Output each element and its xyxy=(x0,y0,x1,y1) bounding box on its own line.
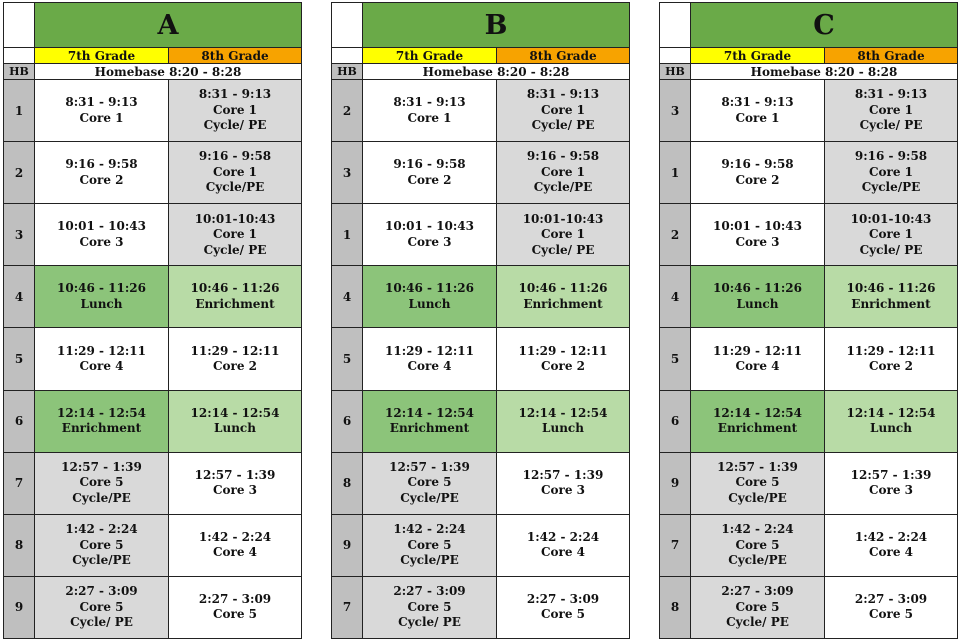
period-time: 1:42 - 2:24 xyxy=(65,522,138,537)
grade-7-period-cell xyxy=(363,390,497,452)
period-number: 7 xyxy=(332,576,363,638)
period-number: 2 xyxy=(660,204,691,266)
grade-7-period-cell xyxy=(363,452,497,514)
period-time: 11:29 - 12:11 xyxy=(846,343,936,358)
period-time: 10:01-10:43 xyxy=(522,211,604,226)
period-activity: Core 2 xyxy=(79,172,124,187)
grade-7-period-cell xyxy=(363,576,497,638)
period-row xyxy=(660,328,958,390)
period-activity: Core 5 xyxy=(407,537,452,552)
period-activity: Core 4 xyxy=(407,359,452,374)
grade-8-period-cell xyxy=(497,514,630,576)
grade-7-period-cell xyxy=(363,514,497,576)
period-time: 9:16 - 9:58 xyxy=(393,157,466,172)
period-activity: Core 1 xyxy=(735,110,780,125)
homebase-time: Homebase 8:20 - 8:28 xyxy=(35,64,302,80)
period-row xyxy=(660,452,958,514)
period-activity: Cycle/PE xyxy=(205,180,265,195)
period-time: 10:46 - 11:26 xyxy=(385,281,474,296)
period-time: 9:16 - 9:58 xyxy=(526,149,600,164)
period-row xyxy=(660,142,958,204)
period-number: 2 xyxy=(4,142,35,204)
period-activity: Enrichment xyxy=(851,296,931,311)
hb-label: HB xyxy=(660,64,691,80)
grade-8-period-cell xyxy=(497,328,630,390)
period-row xyxy=(660,204,958,266)
period-row xyxy=(332,204,630,266)
period-row xyxy=(332,328,630,390)
period-number: 3 xyxy=(4,204,35,266)
period-activity: Core 5 xyxy=(407,475,452,490)
period-time: 1:42 - 2:24 xyxy=(721,522,794,537)
period-time: 12:14 - 12:54 xyxy=(846,405,936,420)
period-time: 8:31 - 9:13 xyxy=(65,95,138,110)
period-number: 3 xyxy=(332,142,363,204)
period-activity: Cycle/PE xyxy=(728,553,787,568)
period-row xyxy=(332,142,630,204)
period-activity: Enrichment xyxy=(195,296,275,311)
period-row xyxy=(4,328,302,390)
period-time: 1:42 - 2:24 xyxy=(198,529,272,544)
period-time: 1:42 - 2:24 xyxy=(393,522,466,537)
period-activity: Core 1 xyxy=(212,164,258,179)
period-row xyxy=(660,266,958,328)
period-activity: Core 4 xyxy=(868,545,914,560)
grade-7-period-cell xyxy=(35,514,169,576)
grade-7-period-cell xyxy=(691,204,825,266)
letter-row xyxy=(4,3,302,48)
grade-8-period-cell xyxy=(825,514,958,576)
period-activity: Lunch xyxy=(214,421,256,436)
period-row xyxy=(4,80,302,142)
period-time: 8:31 - 9:13 xyxy=(198,87,272,102)
period-activity: Cycle/ PE xyxy=(859,118,923,133)
grade-8-period-cell xyxy=(169,328,302,390)
period-time: 11:29 - 12:11 xyxy=(713,343,802,358)
grade-8-period-cell xyxy=(169,266,302,328)
letter-row xyxy=(332,3,630,48)
period-time: 10:46 - 11:26 xyxy=(190,281,280,296)
grade-7-period-cell xyxy=(691,80,825,142)
period-number: 7 xyxy=(4,452,35,514)
period-activity: Lunch xyxy=(736,296,779,311)
grade-8-period-cell xyxy=(825,576,958,638)
period-time: 8:31 - 9:13 xyxy=(721,95,794,110)
period-time: 10:46 - 11:26 xyxy=(518,281,608,296)
grade-7-period-cell xyxy=(363,142,497,204)
period-activity: Enrichment xyxy=(389,421,470,436)
period-row xyxy=(660,514,958,576)
period-time: 1:42 - 2:24 xyxy=(854,529,928,544)
period-number: 4 xyxy=(332,266,363,328)
period-time: 2:27 - 3:09 xyxy=(198,591,272,606)
period-time: 2:27 - 3:09 xyxy=(65,584,138,599)
homebase-time: Homebase 8:20 - 8:28 xyxy=(363,64,630,80)
grade-7-period-cell xyxy=(35,80,169,142)
grade-7-period-cell xyxy=(691,390,825,452)
period-activity: Core 5 xyxy=(735,599,780,614)
period-row xyxy=(332,266,630,328)
corner-cell xyxy=(332,3,363,48)
grade-7-period-cell xyxy=(35,204,169,266)
period-activity: Cycle/ PE xyxy=(398,615,461,630)
period-row xyxy=(332,514,630,576)
period-activity: Core 4 xyxy=(540,545,586,560)
period-number: 1 xyxy=(332,204,363,266)
period-number: 6 xyxy=(332,390,363,452)
grade-8-header: 8th Grade xyxy=(497,48,630,64)
grade-8-period-cell xyxy=(825,266,958,328)
period-activity: Core 1 xyxy=(868,102,914,117)
period-activity: Core 5 xyxy=(79,475,124,490)
period-number: 9 xyxy=(332,514,363,576)
homebase-row xyxy=(660,64,958,80)
period-time: 2:27 - 3:09 xyxy=(721,584,794,599)
period-time: 12:57 - 1:39 xyxy=(194,467,276,482)
period-time: 8:31 - 9:13 xyxy=(854,87,928,102)
period-activity: Core 3 xyxy=(868,483,914,498)
period-activity: Core 3 xyxy=(735,234,780,249)
period-number: 8 xyxy=(660,576,691,638)
period-number: 1 xyxy=(660,142,691,204)
period-time: 10:46 - 11:26 xyxy=(57,281,146,296)
period-activity: Cycle/PE xyxy=(861,180,921,195)
period-activity: Enrichment xyxy=(717,421,798,436)
homebase-row xyxy=(332,64,630,80)
period-activity: Lunch xyxy=(408,296,451,311)
period-number: 5 xyxy=(660,328,691,390)
period-row xyxy=(660,390,958,452)
period-number: 4 xyxy=(4,266,35,328)
period-activity: Core 2 xyxy=(212,359,258,374)
period-activity: Core 1 xyxy=(868,164,914,179)
corner-cell xyxy=(660,3,691,48)
period-activity: Core 1 xyxy=(540,164,586,179)
period-time: 11:29 - 12:11 xyxy=(190,343,280,358)
period-number: 6 xyxy=(4,390,35,452)
period-activity: Core 1 xyxy=(79,110,124,125)
grade-8-period-cell xyxy=(497,576,630,638)
period-activity: Core 3 xyxy=(540,483,586,498)
period-activity: Core 1 xyxy=(540,227,586,242)
grade-8-period-cell xyxy=(169,576,302,638)
period-time: 10:01 - 10:43 xyxy=(713,219,802,234)
period-activity: Core 3 xyxy=(79,234,124,249)
period-number: 4 xyxy=(660,266,691,328)
period-time: 12:14 - 12:54 xyxy=(190,405,280,420)
grade-8-period-cell xyxy=(497,142,630,204)
period-activity: Enrichment xyxy=(61,421,142,436)
schedule-a xyxy=(3,2,302,639)
period-activity: Cycle/PE xyxy=(400,490,459,505)
period-time: 1:42 - 2:24 xyxy=(526,529,600,544)
period-activity: Core 2 xyxy=(540,359,586,374)
grade-8-period-cell xyxy=(169,80,302,142)
corner-cell xyxy=(660,48,691,64)
corner-cell xyxy=(4,48,35,64)
period-time: 11:29 - 12:11 xyxy=(57,343,146,358)
period-activity: Enrichment xyxy=(523,296,603,311)
period-row xyxy=(4,514,302,576)
grade-8-period-cell xyxy=(825,328,958,390)
period-number: 7 xyxy=(660,514,691,576)
period-row xyxy=(332,390,630,452)
grade-7-period-cell xyxy=(363,328,497,390)
period-row xyxy=(660,80,958,142)
period-number: 8 xyxy=(332,452,363,514)
period-time: 2:27 - 3:09 xyxy=(854,591,928,606)
grade-7-period-cell xyxy=(363,80,497,142)
period-time: 10:01-10:43 xyxy=(194,211,276,226)
period-number: 2 xyxy=(332,80,363,142)
grade-7-period-cell xyxy=(691,576,825,638)
grade-row xyxy=(660,48,958,64)
grade-8-period-cell xyxy=(825,142,958,204)
grade-8-period-cell xyxy=(825,390,958,452)
period-activity: Core 5 xyxy=(540,607,586,622)
period-row xyxy=(4,452,302,514)
homebase-row xyxy=(4,64,302,80)
grade-8-header: 8th Grade xyxy=(169,48,302,64)
grade-7-period-cell xyxy=(363,266,497,328)
period-time: 10:01 - 10:43 xyxy=(385,219,474,234)
grade-8-period-cell xyxy=(497,204,630,266)
day-letter: B xyxy=(363,3,630,48)
period-time: 10:01-10:43 xyxy=(850,211,932,226)
period-time: 10:46 - 11:26 xyxy=(713,281,802,296)
period-time: 11:29 - 12:11 xyxy=(518,343,608,358)
period-row xyxy=(332,452,630,514)
period-activity: Core 3 xyxy=(407,234,452,249)
period-number: 3 xyxy=(660,80,691,142)
period-time: 10:01 - 10:43 xyxy=(57,219,146,234)
period-activity: Core 5 xyxy=(212,607,258,622)
period-activity: Cycle/PE xyxy=(72,553,131,568)
grade-8-period-cell xyxy=(169,204,302,266)
hb-label: HB xyxy=(332,64,363,80)
period-time: 12:57 - 1:39 xyxy=(61,459,142,474)
letter-row xyxy=(660,3,958,48)
grade-7-period-cell xyxy=(691,266,825,328)
period-activity: Core 3 xyxy=(212,483,258,498)
period-activity: Cycle/ PE xyxy=(203,242,267,257)
period-number: 5 xyxy=(332,328,363,390)
grade-8-period-cell xyxy=(497,266,630,328)
corner-cell xyxy=(332,48,363,64)
period-time: 9:16 - 9:58 xyxy=(198,149,272,164)
period-time: 8:31 - 9:13 xyxy=(393,95,466,110)
period-activity: Core 5 xyxy=(868,607,914,622)
grade-7-header: 7th Grade xyxy=(691,48,825,64)
period-time: 12:57 - 1:39 xyxy=(850,467,932,482)
period-activity: Core 2 xyxy=(735,172,780,187)
grade-7-period-cell xyxy=(35,328,169,390)
grade-8-period-cell xyxy=(169,142,302,204)
grade-8-period-cell xyxy=(825,204,958,266)
period-activity: Core 1 xyxy=(212,227,258,242)
day-letter: C xyxy=(691,3,958,48)
period-time: 2:27 - 3:09 xyxy=(393,584,466,599)
period-time: 9:16 - 9:58 xyxy=(854,149,928,164)
period-activity: Cycle/PE xyxy=(728,490,787,505)
homebase-time: Homebase 8:20 - 8:28 xyxy=(691,64,958,80)
period-number: 5 xyxy=(4,328,35,390)
period-activity: Cycle/PE xyxy=(533,180,593,195)
hb-label: HB xyxy=(4,64,35,80)
period-activity: Lunch xyxy=(80,296,123,311)
period-number: 6 xyxy=(660,390,691,452)
period-time: 10:46 - 11:26 xyxy=(846,281,936,296)
period-time: 12:57 - 1:39 xyxy=(389,459,470,474)
period-activity: Core 1 xyxy=(868,227,914,242)
period-activity: Core 1 xyxy=(540,102,586,117)
grade-8-period-cell xyxy=(497,390,630,452)
period-activity: Core 5 xyxy=(79,537,124,552)
grade-8-header: 8th Grade xyxy=(825,48,958,64)
grade-7-period-cell xyxy=(35,266,169,328)
grade-8-period-cell xyxy=(825,80,958,142)
period-row xyxy=(332,576,630,638)
period-time: 12:14 - 12:54 xyxy=(385,405,474,420)
period-time: 2:27 - 3:09 xyxy=(526,591,600,606)
period-activity: Cycle/ PE xyxy=(531,118,595,133)
period-activity: Core 5 xyxy=(735,475,780,490)
grade-7-header: 7th Grade xyxy=(363,48,497,64)
period-activity: Cycle/ PE xyxy=(726,615,789,630)
grade-8-period-cell xyxy=(169,390,302,452)
grade-8-period-cell xyxy=(497,452,630,514)
period-activity: Core 5 xyxy=(79,599,124,614)
period-row xyxy=(660,576,958,638)
period-number: 9 xyxy=(660,452,691,514)
grade-8-period-cell xyxy=(825,452,958,514)
period-activity: Core 1 xyxy=(212,102,258,117)
period-activity: Cycle/PE xyxy=(400,553,459,568)
period-row xyxy=(4,390,302,452)
period-activity: Core 1 xyxy=(407,110,452,125)
period-activity: Cycle/ PE xyxy=(70,615,133,630)
grade-7-period-cell xyxy=(35,142,169,204)
period-activity: Cycle/ PE xyxy=(203,118,267,133)
period-activity: Cycle/ PE xyxy=(859,242,923,257)
period-row xyxy=(4,266,302,328)
grade-7-period-cell xyxy=(691,514,825,576)
period-number: 8 xyxy=(4,514,35,576)
grade-7-period-cell xyxy=(363,204,497,266)
corner-cell xyxy=(4,3,35,48)
period-activity: Core 2 xyxy=(407,172,452,187)
grade-7-period-cell xyxy=(35,452,169,514)
grade-8-period-cell xyxy=(497,80,630,142)
period-time: 12:14 - 12:54 xyxy=(57,405,146,420)
period-time: 11:29 - 12:11 xyxy=(385,343,474,358)
period-time: 12:14 - 12:54 xyxy=(518,405,608,420)
grade-7-period-cell xyxy=(691,142,825,204)
day-letter: A xyxy=(35,3,302,48)
grade-7-period-cell xyxy=(35,390,169,452)
period-time: 8:31 - 9:13 xyxy=(526,87,600,102)
period-activity: Cycle/PE xyxy=(72,490,131,505)
period-row xyxy=(4,204,302,266)
period-number: 9 xyxy=(4,576,35,638)
schedule-c xyxy=(659,2,958,639)
period-time: 9:16 - 9:58 xyxy=(721,157,794,172)
period-activity: Core 5 xyxy=(407,599,452,614)
period-activity: Core 5 xyxy=(735,537,780,552)
period-time: 12:57 - 1:39 xyxy=(522,467,604,482)
grade-8-period-cell xyxy=(169,514,302,576)
period-activity: Core 4 xyxy=(735,359,780,374)
period-row xyxy=(332,80,630,142)
grade-8-period-cell xyxy=(169,452,302,514)
period-activity: Core 2 xyxy=(868,359,914,374)
period-time: 12:57 - 1:39 xyxy=(717,459,798,474)
grade-7-period-cell xyxy=(35,576,169,638)
period-time: 9:16 - 9:58 xyxy=(65,157,138,172)
period-activity: Lunch xyxy=(870,421,912,436)
period-activity: Lunch xyxy=(542,421,584,436)
grade-row xyxy=(4,48,302,64)
grade-row xyxy=(332,48,630,64)
period-activity: Core 4 xyxy=(212,545,258,560)
grade-7-header: 7th Grade xyxy=(35,48,169,64)
period-activity: Cycle/ PE xyxy=(531,242,595,257)
period-number: 1 xyxy=(4,80,35,142)
schedule-b xyxy=(331,2,630,639)
period-row xyxy=(4,142,302,204)
period-activity: Core 4 xyxy=(79,359,124,374)
period-time: 12:14 - 12:54 xyxy=(713,405,802,420)
grade-7-period-cell xyxy=(691,328,825,390)
grade-7-period-cell xyxy=(691,452,825,514)
period-row xyxy=(4,576,302,638)
